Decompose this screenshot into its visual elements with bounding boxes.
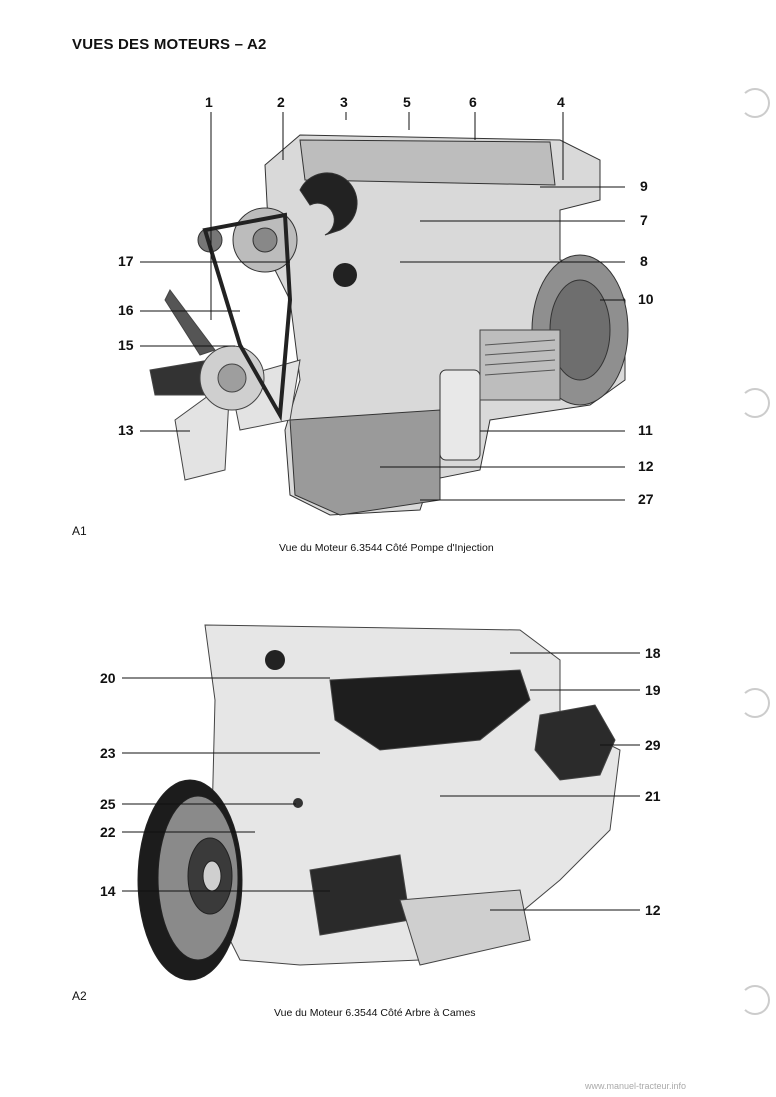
figure-caption: Vue du Moteur 6.3544 Côté Arbre à Cames [274,1007,476,1019]
callout-label: 25 [100,796,116,812]
callout-label: 16 [118,302,134,318]
callout-label: 22 [100,824,116,840]
callout-label: 27 [638,491,654,507]
engine-photo-a2 [0,600,776,1020]
callout-label: 12 [638,458,654,474]
figure-caption: Vue du Moteur 6.3544 Côté Pompe d'Injection [279,542,494,554]
callout-label: 13 [118,422,134,438]
callout-label: 11 [638,422,653,438]
callout-label: 15 [118,337,134,353]
callout-label: 29 [645,737,661,753]
callout-label: 17 [118,253,134,269]
callout-label: 8 [640,253,648,269]
figure-id: A2 [72,989,87,1003]
callout-label: 1 [205,94,213,110]
callout-label: 14 [100,883,116,899]
callout-label: 6 [469,94,477,110]
callout-label: 4 [557,94,565,110]
callout-label: 2 [277,94,285,110]
callout-label: 12 [645,902,661,918]
callout-label: 21 [645,788,661,804]
callout-label: 9 [640,178,648,194]
callout-label: 20 [100,670,116,686]
callout-label: 7 [640,212,648,228]
watermark-text: www.manuel-tracteur.info [584,1081,686,1091]
figure-id: A1 [72,524,87,538]
callout-label: 18 [645,645,661,661]
page-title: VUES DES MOTEURS – A2 [72,36,267,53]
callout-label: 19 [645,682,661,698]
callout-label: 3 [340,94,348,110]
callout-label: 10 [638,291,654,307]
callout-label: 23 [100,745,116,761]
callout-label: 5 [403,94,411,110]
